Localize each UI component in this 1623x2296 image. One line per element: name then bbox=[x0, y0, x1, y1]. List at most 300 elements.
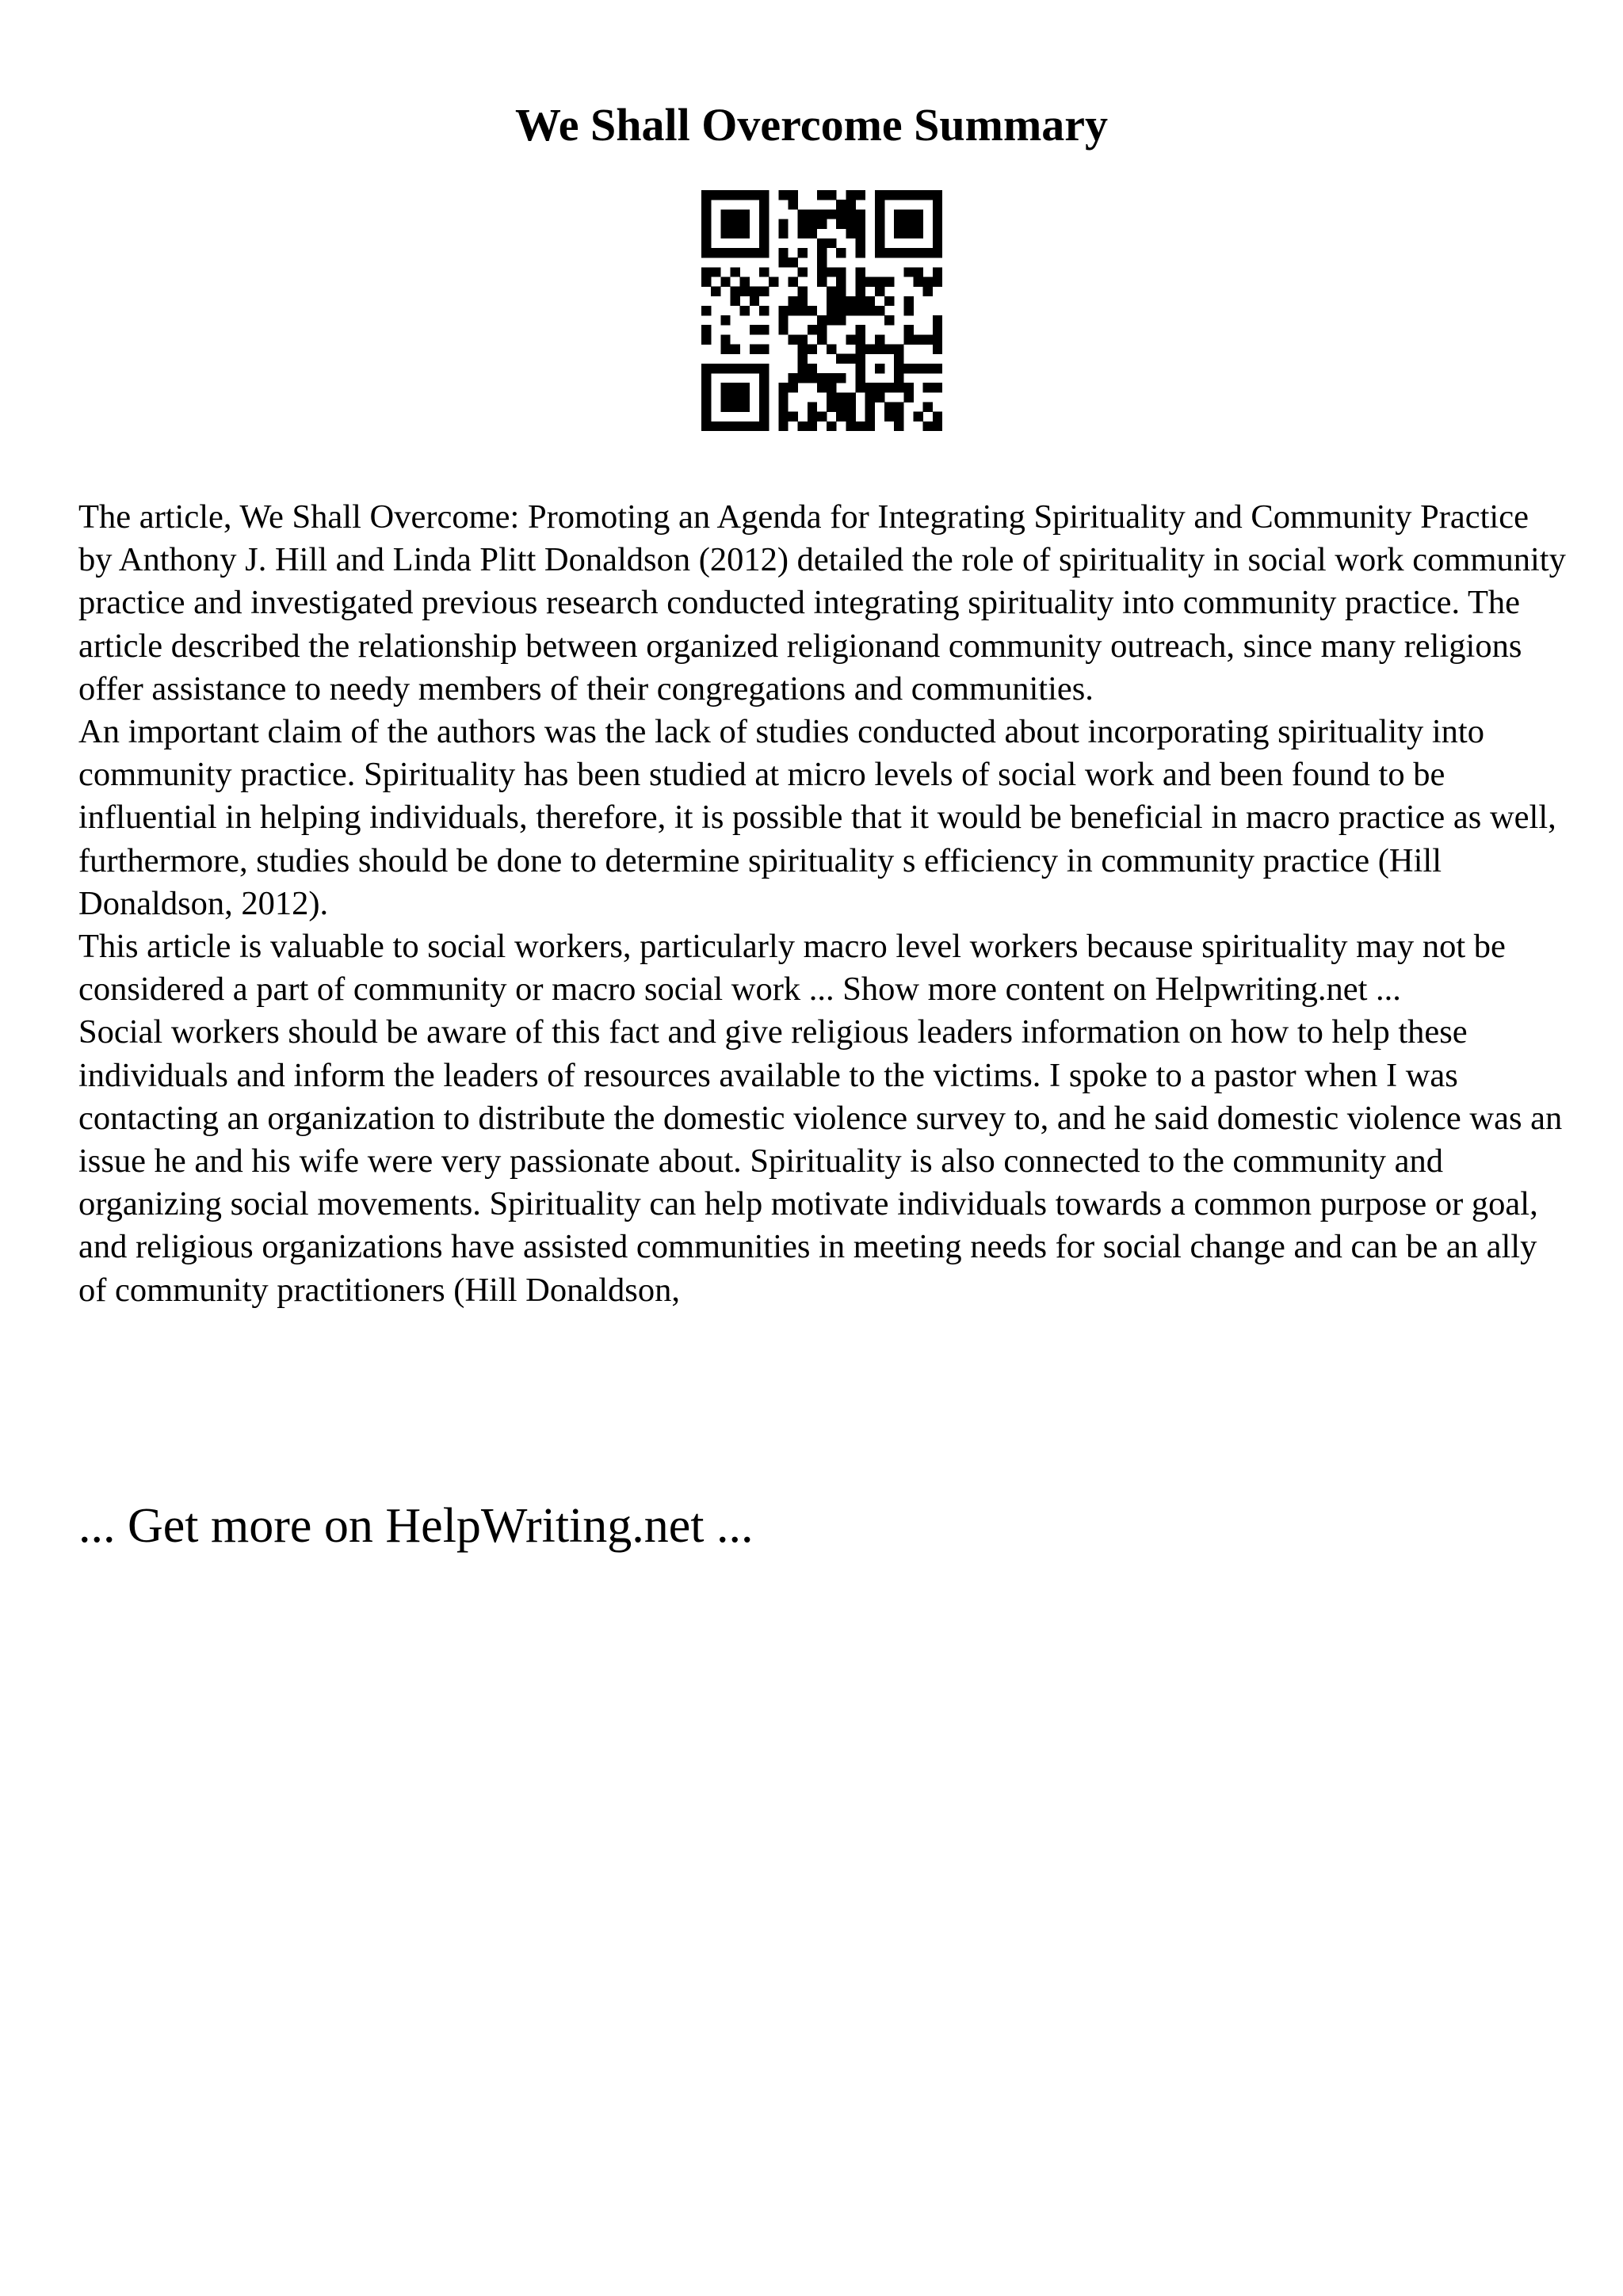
qr-module bbox=[914, 277, 923, 286]
qr-module bbox=[759, 383, 769, 392]
qr-module bbox=[808, 412, 817, 421]
qr-module bbox=[903, 248, 913, 257]
qr-module bbox=[740, 402, 750, 412]
qr-module bbox=[778, 219, 788, 228]
qr-module bbox=[903, 229, 913, 238]
qr-module bbox=[788, 200, 797, 209]
qr-module bbox=[759, 392, 769, 402]
qr-module bbox=[817, 190, 827, 200]
qr-module bbox=[894, 373, 903, 383]
qr-module bbox=[856, 354, 865, 364]
qr-module bbox=[836, 315, 846, 325]
qr-module bbox=[933, 383, 942, 392]
qr-module bbox=[769, 277, 778, 286]
qr-module bbox=[720, 277, 730, 286]
qr-module bbox=[778, 248, 788, 257]
qr-module bbox=[933, 229, 942, 238]
qr-module bbox=[846, 209, 855, 219]
qr-module bbox=[750, 248, 759, 257]
qr-module bbox=[778, 257, 788, 267]
qr-module bbox=[730, 190, 739, 200]
qr-module bbox=[759, 412, 769, 421]
qr-module bbox=[856, 248, 865, 257]
qr-module bbox=[865, 296, 875, 306]
qr-module bbox=[720, 248, 730, 257]
qr-module bbox=[856, 306, 865, 315]
qr-module bbox=[778, 421, 788, 431]
qr-module bbox=[856, 238, 865, 248]
qr-module bbox=[730, 296, 739, 306]
qr-module bbox=[856, 421, 865, 431]
qr-module bbox=[720, 229, 730, 238]
qr-module bbox=[903, 383, 913, 392]
qr-module bbox=[798, 345, 808, 354]
qr-module bbox=[720, 334, 730, 344]
qr-module bbox=[846, 354, 855, 364]
qr-module bbox=[875, 190, 884, 200]
qr-module bbox=[827, 421, 836, 431]
qr-module bbox=[884, 190, 894, 200]
qr-module bbox=[827, 209, 836, 219]
qr-module bbox=[817, 257, 827, 267]
qr-module bbox=[701, 209, 711, 219]
qr-module bbox=[711, 421, 720, 431]
qr-module bbox=[856, 373, 865, 383]
qr-module bbox=[894, 364, 903, 373]
qr-module bbox=[894, 354, 903, 364]
paragraph-1: The article, We Shall Overcome: Promoting an Agenda for Integrating Spirituality and Community Practice by Anthony J. Hill and Linda Plitt Donaldson (2012) detailed the role of spirituality in social work community practice and investigated previous research conducted integrating spirituality into community practice. The article described the relationship between organized religionand community outreach, since many religions offer assistance to needy members of their congregations and communities. bbox=[78, 498, 1566, 707]
qr-module bbox=[711, 267, 720, 277]
qr-module bbox=[894, 345, 903, 354]
qr-module bbox=[856, 383, 865, 392]
qr-module bbox=[836, 354, 846, 364]
qr-module bbox=[817, 277, 827, 286]
qr-module bbox=[759, 248, 769, 257]
qr-module bbox=[923, 287, 933, 296]
qr-module bbox=[933, 200, 942, 209]
qr-module bbox=[701, 421, 711, 431]
qr-module bbox=[865, 412, 875, 421]
qr-module bbox=[778, 229, 788, 238]
qr-module bbox=[875, 219, 884, 228]
qr-module bbox=[701, 277, 711, 286]
qr-module bbox=[884, 248, 894, 257]
qr-module bbox=[701, 325, 711, 334]
qr-module bbox=[701, 200, 711, 209]
qr-module bbox=[836, 373, 846, 383]
qr-module bbox=[759, 200, 769, 209]
qr-module bbox=[846, 334, 855, 344]
qr-module bbox=[903, 364, 913, 373]
qr-module bbox=[730, 421, 739, 431]
qr-module bbox=[884, 296, 894, 306]
qr-module bbox=[875, 334, 884, 344]
paragraph-4: Social workers should be aware of this fact and give religious leaders information on how to help these individuals and inform the leaders of resources available to the victims. I spoke to a pastor when I was contacting an organization to distribute the domestic violence survey to, and he said domestic violence was an issue he and his wife were very passionate about. Spirituality is also connected to the community and organizing social movements. Spirituality can help motivate individuals towards a common purpose or goal, and religious organizations have assisted communities in meeting needs for social change and can be an ally of community practitioners (Hill Donaldson, bbox=[78, 1013, 1563, 1309]
qr-module bbox=[798, 334, 808, 344]
qr-module bbox=[798, 229, 808, 238]
qr-module bbox=[740, 392, 750, 402]
qr-module bbox=[846, 229, 855, 238]
qr-module bbox=[894, 219, 903, 228]
qr-module bbox=[788, 190, 797, 200]
qr-module bbox=[788, 296, 797, 306]
qr-module bbox=[817, 334, 827, 344]
qr-module bbox=[846, 296, 855, 306]
qr-module bbox=[740, 209, 750, 219]
qr-module bbox=[884, 402, 894, 412]
qr-module bbox=[740, 421, 750, 431]
qr-module bbox=[903, 219, 913, 228]
qr-module bbox=[730, 248, 739, 257]
qr-module bbox=[923, 402, 933, 412]
qr-module bbox=[740, 277, 750, 286]
qr-module bbox=[720, 345, 730, 354]
qr-module bbox=[759, 209, 769, 219]
qr-module bbox=[884, 383, 894, 392]
qr-module bbox=[798, 248, 808, 257]
qr-module bbox=[836, 296, 846, 306]
qr-module bbox=[798, 219, 808, 228]
qr-module bbox=[720, 421, 730, 431]
qr-module bbox=[759, 306, 769, 315]
qr-module bbox=[836, 248, 846, 257]
qr-module bbox=[740, 248, 750, 257]
qr-module bbox=[856, 334, 865, 344]
qr-module bbox=[846, 412, 855, 421]
qr-module bbox=[759, 190, 769, 200]
qr-module bbox=[730, 345, 739, 354]
qr-module bbox=[740, 219, 750, 228]
qr-module bbox=[914, 364, 923, 373]
qr-module bbox=[914, 229, 923, 238]
qr-module bbox=[730, 402, 739, 412]
qr-module bbox=[914, 209, 923, 219]
qr-module bbox=[720, 190, 730, 200]
qr-module bbox=[778, 392, 788, 402]
qr-module bbox=[759, 402, 769, 412]
qr-module bbox=[903, 334, 913, 344]
qr-module bbox=[894, 402, 903, 412]
qr-module bbox=[701, 383, 711, 392]
qr-module bbox=[720, 364, 730, 373]
qr-module bbox=[750, 421, 759, 431]
qr-module bbox=[914, 267, 923, 277]
qr-module bbox=[856, 267, 865, 277]
qr-module bbox=[903, 306, 913, 315]
qr-module bbox=[701, 392, 711, 402]
qr-module bbox=[808, 364, 817, 373]
qr-module bbox=[711, 287, 720, 296]
qr-module bbox=[884, 345, 894, 354]
qr-module bbox=[875, 306, 884, 315]
qr-module bbox=[894, 209, 903, 219]
qr-module bbox=[914, 190, 923, 200]
qr-module bbox=[933, 334, 942, 344]
qr-module bbox=[933, 325, 942, 334]
qr-module bbox=[730, 383, 739, 392]
qr-module bbox=[720, 209, 730, 219]
qr-module bbox=[730, 209, 739, 219]
qr-module bbox=[933, 277, 942, 286]
qr-module bbox=[798, 296, 808, 306]
qr-module bbox=[836, 277, 846, 286]
qr-module bbox=[836, 412, 846, 421]
qr-module bbox=[846, 306, 855, 315]
qr-module bbox=[903, 190, 913, 200]
qr-module bbox=[856, 287, 865, 296]
qr-module bbox=[701, 364, 711, 373]
qr-module bbox=[827, 373, 836, 383]
qr-module bbox=[817, 325, 827, 334]
qr-module bbox=[865, 383, 875, 392]
qr-module bbox=[875, 287, 884, 296]
qr-module bbox=[827, 383, 836, 392]
qr-module bbox=[711, 190, 720, 200]
qr-module bbox=[798, 267, 808, 277]
qr-module bbox=[808, 209, 817, 219]
qr-module bbox=[808, 325, 817, 334]
qr-module bbox=[827, 392, 836, 402]
qr-module bbox=[875, 238, 884, 248]
qr-module bbox=[933, 364, 942, 373]
qr-module bbox=[846, 200, 855, 209]
qr-module bbox=[875, 364, 884, 373]
qr-module bbox=[827, 190, 836, 200]
qr-module bbox=[856, 277, 865, 286]
qr-module bbox=[798, 209, 808, 219]
qr-module bbox=[778, 306, 788, 315]
qr-module bbox=[856, 325, 865, 334]
qr-module bbox=[701, 248, 711, 257]
qr-module bbox=[778, 315, 788, 325]
qr-module bbox=[788, 257, 797, 267]
qr-module bbox=[808, 373, 817, 383]
qr-module bbox=[884, 412, 894, 421]
qr-module bbox=[827, 345, 836, 354]
qr-module bbox=[701, 219, 711, 228]
qr-module bbox=[759, 238, 769, 248]
qr-module bbox=[856, 296, 865, 306]
qr-module bbox=[903, 392, 913, 402]
qr-module bbox=[759, 219, 769, 228]
qr-module bbox=[808, 402, 817, 412]
qr-module bbox=[856, 190, 865, 200]
qr-module bbox=[711, 248, 720, 257]
qr-module bbox=[730, 229, 739, 238]
qr-module bbox=[750, 287, 759, 296]
qr-module bbox=[750, 190, 759, 200]
qr-module bbox=[903, 267, 913, 277]
qr-module bbox=[875, 248, 884, 257]
qr-module bbox=[730, 219, 739, 228]
qr-code-icon[interactable] bbox=[701, 190, 942, 431]
qr-module bbox=[884, 277, 894, 286]
qr-module bbox=[720, 402, 730, 412]
qr-module bbox=[856, 364, 865, 373]
qr-module bbox=[817, 373, 827, 383]
qr-module bbox=[856, 345, 865, 354]
qr-module bbox=[720, 219, 730, 228]
qr-module bbox=[836, 219, 846, 228]
qr-module bbox=[894, 421, 903, 431]
qr-module bbox=[836, 392, 846, 402]
qr-module bbox=[788, 383, 797, 392]
qr-module bbox=[933, 421, 942, 431]
qr-module bbox=[827, 238, 836, 248]
qr-module bbox=[817, 248, 827, 257]
qr-module bbox=[808, 421, 817, 431]
qr-module bbox=[827, 296, 836, 306]
qr-module bbox=[827, 287, 836, 296]
qr-module bbox=[933, 412, 942, 421]
qr-module bbox=[740, 364, 750, 373]
qr-module bbox=[933, 238, 942, 248]
qr-module bbox=[914, 248, 923, 257]
qr-module bbox=[865, 277, 875, 286]
qr-module bbox=[817, 238, 827, 248]
qr-module bbox=[798, 287, 808, 296]
qr-module bbox=[846, 421, 855, 431]
qr-module bbox=[933, 267, 942, 277]
qr-module bbox=[701, 373, 711, 383]
qr-module bbox=[894, 248, 903, 257]
qr-module bbox=[778, 383, 788, 392]
qr-module bbox=[923, 190, 933, 200]
paragraph-2: An important claim of the authors was the lack of studies conducted about incorporating spirituality into community practice. Spirituality has been studied at micro levels of social work and been found to be influential in helping individuals, therefore, it is possible that it would be beneficial in macro practice as well, furthermore, studies should be done to determine spirituality s efficiency in community practice (Hill Donaldson, 2012). bbox=[78, 713, 1556, 922]
qr-module bbox=[817, 383, 827, 392]
qr-module bbox=[914, 334, 923, 344]
qr-module bbox=[827, 267, 836, 277]
get-more-link[interactable]: ... Get more on HelpWriting.net ... bbox=[78, 1499, 754, 1553]
article-body bbox=[78, 496, 1568, 1312]
qr-module bbox=[808, 229, 817, 238]
qr-module bbox=[875, 277, 884, 286]
qr-module bbox=[798, 364, 808, 373]
qr-module bbox=[827, 402, 836, 412]
qr-module bbox=[701, 402, 711, 412]
qr-module bbox=[875, 392, 884, 402]
qr-code-graphic bbox=[701, 190, 942, 431]
qr-module bbox=[894, 383, 903, 392]
qr-module bbox=[865, 402, 875, 412]
qr-module bbox=[740, 306, 750, 315]
qr-module bbox=[903, 325, 913, 334]
qr-module bbox=[720, 383, 730, 392]
qr-module bbox=[923, 421, 933, 431]
qr-module bbox=[750, 345, 759, 354]
qr-module bbox=[740, 190, 750, 200]
qr-module bbox=[836, 267, 846, 277]
qr-module bbox=[884, 315, 894, 325]
qr-module bbox=[894, 229, 903, 238]
qr-module bbox=[865, 345, 875, 354]
qr-module bbox=[808, 306, 817, 315]
qr-module bbox=[788, 412, 797, 421]
qr-module bbox=[778, 190, 788, 200]
qr-module bbox=[933, 209, 942, 219]
qr-module bbox=[817, 219, 827, 228]
qr-module bbox=[875, 209, 884, 219]
qr-module bbox=[933, 315, 942, 325]
qr-module bbox=[827, 315, 836, 325]
qr-module bbox=[788, 373, 797, 383]
qr-module bbox=[923, 364, 933, 373]
qr-module bbox=[903, 296, 913, 306]
qr-module bbox=[856, 209, 865, 219]
qr-module bbox=[817, 412, 827, 421]
qr-module bbox=[923, 248, 933, 257]
qr-module bbox=[798, 421, 808, 431]
qr-module bbox=[759, 364, 769, 373]
qr-module bbox=[836, 306, 846, 315]
qr-module bbox=[759, 325, 769, 334]
qr-module bbox=[875, 229, 884, 238]
qr-module bbox=[856, 229, 865, 238]
qr-module bbox=[730, 392, 739, 402]
qr-module bbox=[759, 421, 769, 431]
qr-module bbox=[846, 392, 855, 402]
qr-module bbox=[836, 287, 846, 296]
qr-module bbox=[875, 345, 884, 354]
qr-module bbox=[730, 287, 739, 296]
qr-module bbox=[701, 412, 711, 421]
qr-module bbox=[865, 421, 875, 431]
qr-module bbox=[933, 190, 942, 200]
page-title: We Shall Overcome Summary bbox=[514, 99, 1109, 151]
qr-module bbox=[701, 190, 711, 200]
qr-module bbox=[808, 219, 817, 228]
qr-module bbox=[923, 277, 933, 286]
qr-module bbox=[759, 229, 769, 238]
qr-module bbox=[903, 209, 913, 219]
qr-module bbox=[750, 325, 759, 334]
qr-module bbox=[798, 373, 808, 383]
qr-module bbox=[759, 373, 769, 383]
qr-module bbox=[875, 383, 884, 392]
qr-module bbox=[817, 315, 827, 325]
qr-module bbox=[836, 402, 846, 412]
qr-module bbox=[798, 354, 808, 364]
qr-module bbox=[750, 296, 759, 306]
qr-module bbox=[875, 200, 884, 209]
qr-module bbox=[778, 412, 788, 421]
qr-module bbox=[923, 334, 933, 344]
qr-module bbox=[856, 219, 865, 228]
qr-module bbox=[788, 306, 797, 315]
qr-module bbox=[701, 334, 711, 344]
qr-module bbox=[711, 364, 720, 373]
qr-module bbox=[788, 277, 797, 286]
qr-module bbox=[836, 209, 846, 219]
qr-module bbox=[701, 306, 711, 315]
qr-module bbox=[865, 306, 875, 315]
qr-module bbox=[846, 219, 855, 228]
qr-module bbox=[933, 219, 942, 228]
qr-module bbox=[759, 287, 769, 296]
qr-module bbox=[778, 402, 788, 412]
qr-module bbox=[730, 364, 739, 373]
qr-module bbox=[865, 392, 875, 402]
qr-module bbox=[827, 306, 836, 315]
qr-module bbox=[759, 345, 769, 354]
qr-module bbox=[933, 345, 942, 354]
qr-module bbox=[730, 267, 739, 277]
qr-module bbox=[817, 209, 827, 219]
qr-module bbox=[914, 219, 923, 228]
qr-module bbox=[914, 412, 923, 421]
qr-module bbox=[788, 334, 797, 344]
qr-module bbox=[817, 267, 827, 277]
